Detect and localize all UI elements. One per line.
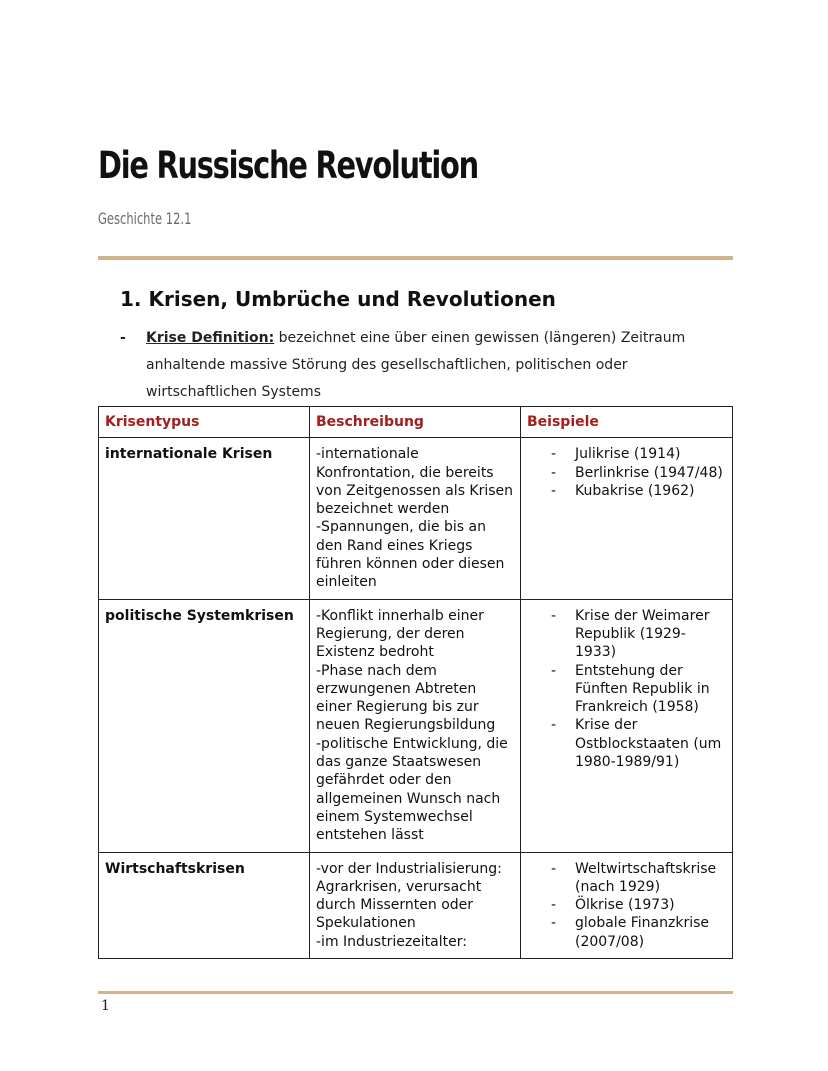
section-heading: 1. Krisen, Umbrüche und Revolutionen [120,287,556,311]
examples-list [527,607,726,772]
crisis-type-cell: internationale Krisen [99,438,310,599]
column-header-type: Krisentypus [99,407,310,438]
description-line: -Konflikt innerhalb einer Regierung, der deren Existenz bedroht [316,607,484,661]
bullet-dash: - [120,330,126,346]
examples-cell [521,438,733,599]
top-divider [98,256,733,260]
description-cell [310,599,521,852]
description-line: -Phase nach dem erzwungenen Abtreten einer Regierung bis zur neuen Regierungsbildung [316,662,496,734]
crisis-type-cell: Wirtschaftskrisen [99,852,310,958]
example-item: - Ölkrise (1973) [551,896,726,914]
document-title: Die Russische Revolution [98,144,478,187]
crisis-types-table [98,406,733,959]
description-line: -internationale Konfrontation, die bereits von Zeitgenossen als Krisen bezeichnet werden [316,446,514,518]
example-item: - Entstehung der Fünften Republik in Frankreich (1958) [551,662,726,717]
page-number: 1 [101,998,110,1014]
definition-paragraph [120,325,710,406]
description-cell [310,438,521,599]
description-line: -vor der Industrialisierung: Agrarkrisen, verursacht durch Missernten oder Spekulationen [316,860,502,932]
description-cell [310,852,521,958]
example-item: - Berlinkrise (1947/48) [551,464,726,482]
example-item: - Julikrise (1914) [551,445,726,463]
table-header-row [99,407,733,438]
description-line: -politische Entwicklung, die das ganze Staatswesen gefährdet oder den allgemeinen Wunsch nach einem Systemwechsel entstehen lässt [316,735,508,844]
examples-cell [521,852,733,958]
example-item: - Kubakrise (1962) [551,482,726,500]
examples-list [527,445,726,500]
table-row [99,438,733,599]
examples-cell [521,599,733,852]
example-item: - globale Finanzkrise (2007/08) [551,914,726,951]
examples-list [527,860,726,951]
column-header-examples: Beispiele [521,407,733,438]
column-header-description: Beschreibung [310,407,521,438]
description-line: -im Industriezeitalter: [316,933,467,950]
table-row [99,852,733,958]
crisis-type-cell: politische Systemkrisen [99,599,310,852]
document-subtitle: Geschichte 12.1 [98,209,192,228]
example-item: - Krise der Ostblockstaaten (um 1980-1989/91) [551,716,726,771]
description-line: -Spannungen, die bis an den Rand eines Kriegs führen können oder diesen einleiten [316,519,505,591]
definition-text: bezeichnet eine über einen gewissen (längeren) Zeitraum anhaltende massive Störung des gesellschaftlichen, politischen oder wirtschaftlichen Systems [146,330,686,400]
example-item: - Krise der Weimarer Republik (1929-1933) [551,607,726,662]
example-item: - Weltwirtschaftskrise (nach 1929) [551,860,726,897]
table-row [99,599,733,852]
definition-term: Krise Definition: [146,330,275,346]
bottom-divider [98,991,733,994]
